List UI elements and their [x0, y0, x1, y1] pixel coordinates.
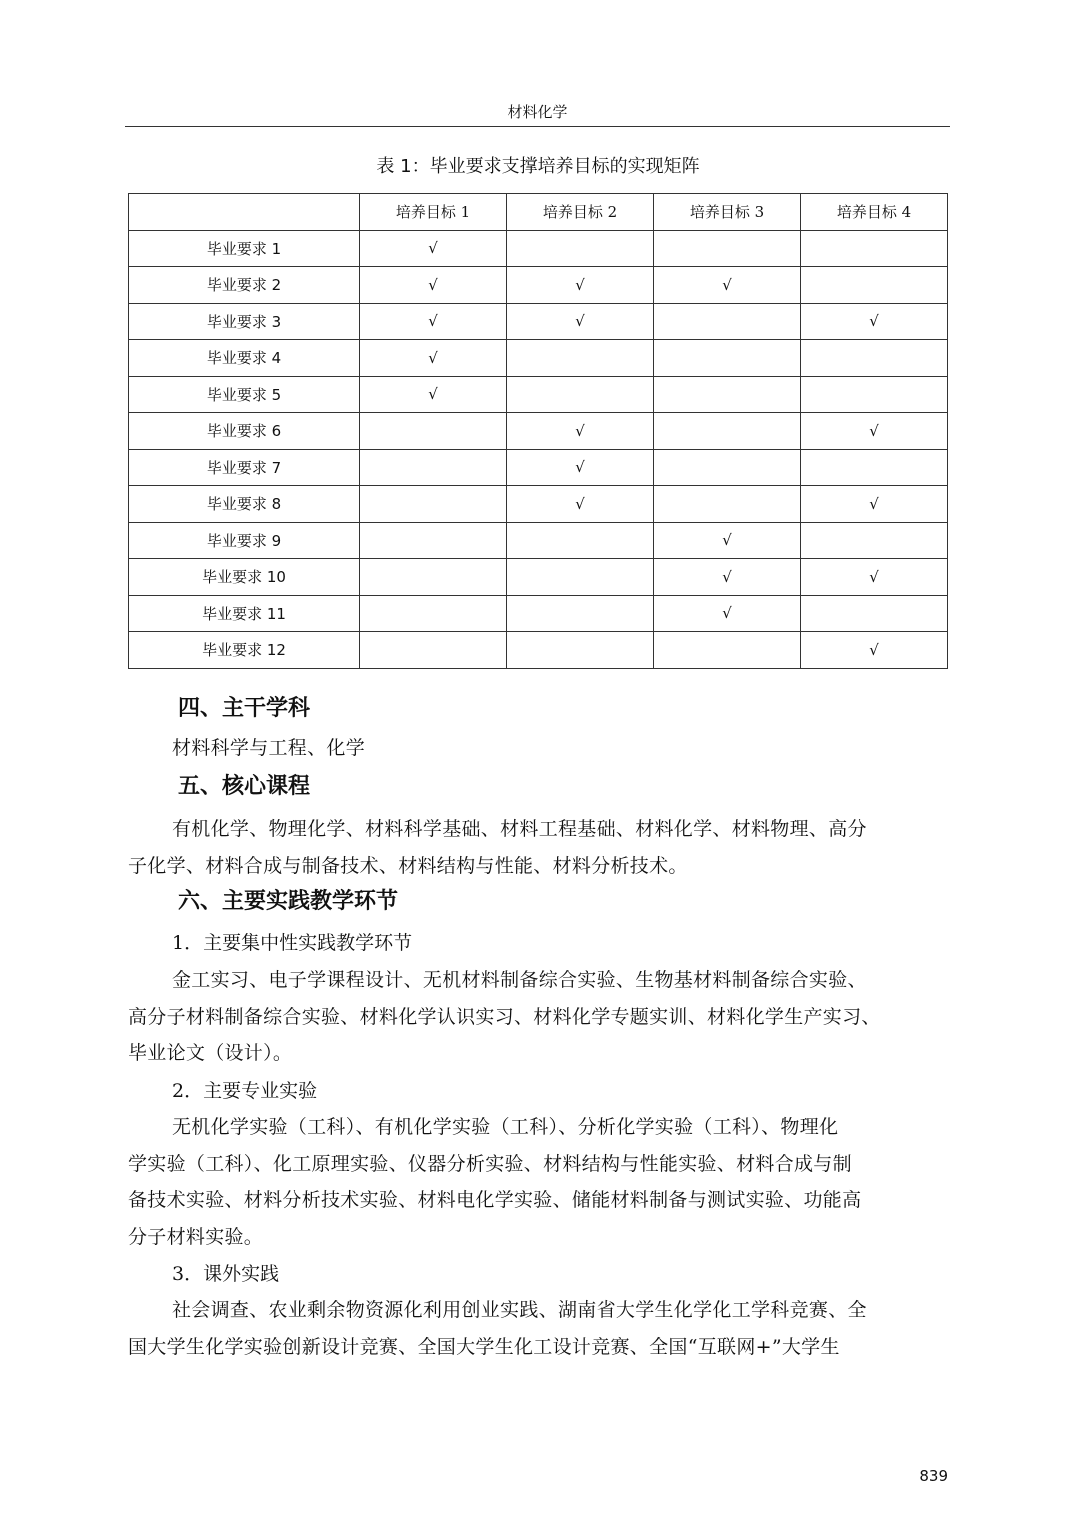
check-mark-cell [507, 376, 654, 413]
text-line: 毕业论文（设计）。 [128, 1042, 293, 1064]
check-mark-cell: √ [654, 559, 801, 596]
check-mark-cell [360, 449, 507, 486]
table-row [129, 522, 948, 559]
table-row [129, 413, 948, 450]
check-mark-cell: √ [360, 376, 507, 413]
subsection-1-paragraph [128, 962, 948, 1072]
subsection-2-paragraph [128, 1109, 948, 1255]
check-mark-cell [507, 230, 654, 267]
check-mark-cell [360, 522, 507, 559]
table-row [129, 559, 948, 596]
check-mark-cell: √ [507, 413, 654, 450]
subsection-2-title: 2．主要专业实验 [172, 1080, 318, 1102]
table-row [129, 340, 948, 377]
requirement-matrix-table [128, 193, 948, 669]
requirement-label: 毕业要求 1 [129, 230, 360, 267]
subsection-1-title: 1．主要集中性实践教学环节 [172, 932, 413, 954]
section-4-heading: 四、主干学科 [178, 696, 311, 721]
check-mark-cell [654, 303, 801, 340]
check-mark-cell [360, 559, 507, 596]
table-header-cell: 培养目标 4 [801, 194, 948, 231]
check-mark-cell: √ [801, 632, 948, 669]
table-row [129, 449, 948, 486]
table-header-cell [129, 194, 360, 231]
check-mark-cell [801, 267, 948, 304]
check-mark-cell: √ [654, 522, 801, 559]
requirement-label: 毕业要求 2 [129, 267, 360, 304]
check-mark-cell [801, 595, 948, 632]
page-number: 839 [919, 1467, 948, 1485]
table-row [129, 230, 948, 267]
requirement-label: 毕业要求 12 [129, 632, 360, 669]
section-6-heading: 六、主要实践教学环节 [178, 889, 399, 914]
text-line: 备技术实验、材料分析技术实验、材料电化学实验、储能材料制备与测试实验、功能高 [128, 1189, 862, 1211]
table-row [129, 267, 948, 304]
check-mark-cell [654, 413, 801, 450]
check-mark-cell: √ [654, 595, 801, 632]
requirement-label: 毕业要求 3 [129, 303, 360, 340]
check-mark-cell: √ [360, 340, 507, 377]
check-mark-cell [507, 340, 654, 377]
section-4-text [128, 730, 948, 767]
check-mark-cell [654, 486, 801, 523]
check-mark-cell: √ [507, 267, 654, 304]
check-mark-cell: √ [507, 449, 654, 486]
check-mark-cell [801, 522, 948, 559]
check-mark-cell [654, 632, 801, 669]
table-row [129, 632, 948, 669]
text-line: 无机化学实验（工科）、有机化学实验（工科）、分析化学实验（工科）、物理化 [172, 1116, 839, 1138]
requirement-label: 毕业要求 6 [129, 413, 360, 450]
check-mark-cell [801, 230, 948, 267]
table-row [129, 595, 948, 632]
check-mark-cell [654, 340, 801, 377]
check-mark-cell: √ [360, 267, 507, 304]
check-mark-cell [654, 376, 801, 413]
check-mark-cell: √ [507, 303, 654, 340]
subsection-3-paragraph [128, 1292, 948, 1365]
check-mark-cell [360, 486, 507, 523]
check-mark-cell [801, 449, 948, 486]
check-mark-cell: √ [654, 267, 801, 304]
header-title: 材料化学 [507, 103, 568, 121]
text-line: 子化学、材料合成与制备技术、材料结构与性能、材料分析技术。 [128, 854, 688, 877]
table-title: 表 1：毕业要求支撑培养目标的实现矩阵 [376, 156, 700, 177]
check-mark-cell [360, 413, 507, 450]
table-row [129, 376, 948, 413]
requirement-label: 毕业要求 9 [129, 522, 360, 559]
text-line: 材料科学与工程、化学 [172, 737, 366, 759]
check-mark-cell [654, 230, 801, 267]
text-line: 国大学生化学实验创新设计竞赛、全国大学生化工设计竞赛、全国“互联网+”大学生 [128, 1335, 840, 1358]
text-line: 有机化学、物理化学、材料科学基础、材料工程基础、材料化学、材料物理、高分 [172, 818, 867, 840]
table-header-row [129, 194, 948, 231]
text-line: 学实验（工科）、化工原理实验、仪器分析实验、材料结构与性能实验、材料合成与制 [128, 1152, 852, 1175]
requirement-label: 毕业要求 11 [129, 595, 360, 632]
check-mark-cell: √ [507, 486, 654, 523]
check-mark-cell: √ [801, 486, 948, 523]
section-5-heading: 五、核心课程 [178, 774, 311, 799]
check-mark-cell [507, 559, 654, 596]
check-mark-cell: √ [801, 413, 948, 450]
check-mark-cell: √ [360, 230, 507, 267]
requirement-label: 毕业要求 4 [129, 340, 360, 377]
check-mark-cell [507, 632, 654, 669]
check-mark-cell [507, 522, 654, 559]
table-header-cell: 培养目标 3 [654, 194, 801, 231]
check-mark-cell: √ [801, 559, 948, 596]
text-line: 金工实习、电子学课程设计、无机材料制备综合实验、生物基材料制备综合实验、 [172, 969, 867, 991]
text-line: 社会调查、农业剩余物资源化利用创业实践、湖南省大学生化学化工学科竞赛、全 [172, 1299, 867, 1321]
requirement-label: 毕业要求 5 [129, 376, 360, 413]
subsection-3-title: 3．课外实践 [172, 1263, 280, 1285]
check-mark-cell [801, 340, 948, 377]
section-5-paragraph [128, 811, 948, 884]
text-line: 高分子材料制备综合实验、材料化学认识实习、材料化学专题实训、材料化学生产实习、 [128, 1005, 881, 1028]
table-row [129, 303, 948, 340]
running-header [125, 100, 950, 127]
text-line: 分子材料实验。 [128, 1225, 264, 1248]
check-mark-cell [801, 376, 948, 413]
check-mark-cell: √ [360, 303, 507, 340]
table-header-cell: 培养目标 1 [360, 194, 507, 231]
requirement-label: 毕业要求 7 [129, 449, 360, 486]
check-mark-cell [654, 449, 801, 486]
table-row [129, 486, 948, 523]
check-mark-cell [360, 595, 507, 632]
check-mark-cell [507, 595, 654, 632]
check-mark-cell: √ [801, 303, 948, 340]
table-header-cell: 培养目标 2 [507, 194, 654, 231]
check-mark-cell [360, 632, 507, 669]
requirement-label: 毕业要求 8 [129, 486, 360, 523]
requirement-label: 毕业要求 10 [129, 559, 360, 596]
